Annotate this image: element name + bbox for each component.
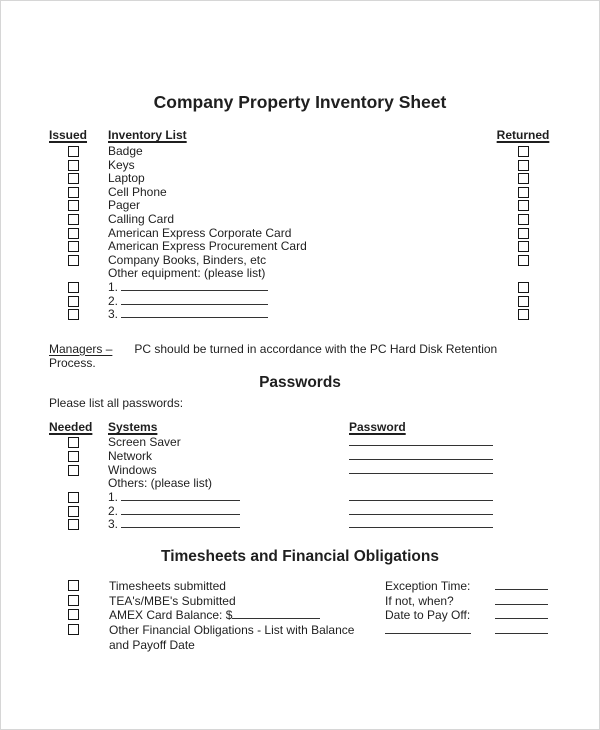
returned-checkbox[interactable] <box>518 200 529 211</box>
password-others-row <box>49 477 551 491</box>
passwords-intro: Please list all passwords: <box>49 395 184 410</box>
column-header-needed: Needed <box>49 420 93 435</box>
password-blank-row <box>49 491 551 505</box>
write-in-line[interactable] <box>121 281 268 291</box>
password-row <box>49 450 551 464</box>
financial-item-label: Timesheets submitted <box>109 579 226 594</box>
column-header-issued: Issued <box>49 128 88 142</box>
write-in-line[interactable] <box>495 609 548 619</box>
financial-item-label: AMEX Card Balance: $ <box>109 608 233 623</box>
inventory-row <box>49 172 551 186</box>
financial-heading: Timesheets and Financial Obligations <box>161 548 439 566</box>
financial-checkbox[interactable] <box>68 595 79 606</box>
write-in-line[interactable] <box>121 505 240 515</box>
write-in-line[interactable] <box>385 624 471 634</box>
financial-right-label: Date to Pay Off: <box>385 608 471 623</box>
needed-checkbox[interactable] <box>68 451 79 462</box>
column-header-password: Password <box>349 420 406 435</box>
password-row <box>49 436 551 450</box>
inventory-row <box>49 240 551 254</box>
write-in-line[interactable] <box>121 518 240 528</box>
system-label: Network <box>108 449 153 463</box>
write-in-line[interactable] <box>121 308 268 318</box>
returned-checkbox[interactable] <box>518 146 529 157</box>
returned-checkbox[interactable] <box>518 214 529 225</box>
write-in-line[interactable] <box>121 491 240 501</box>
financial-checkbox[interactable] <box>68 609 79 620</box>
issued-checkbox[interactable] <box>68 228 79 239</box>
needed-checkbox[interactable] <box>68 492 79 503</box>
issued-checkbox[interactable] <box>68 255 79 266</box>
returned-checkbox[interactable] <box>518 228 529 239</box>
issued-checkbox[interactable] <box>68 241 79 252</box>
financial-item-label: Other Financial Obligations - List with Balance and Payoff Date <box>109 622 355 652</box>
issued-checkbox[interactable] <box>68 214 79 225</box>
financial-right-label: Exception Time: <box>385 579 471 594</box>
inventory-other-row <box>49 267 551 281</box>
inventory-blank-row <box>49 308 551 322</box>
inventory-row <box>49 186 551 200</box>
inventory-item-label: Badge <box>108 144 143 158</box>
financial-right-label: If not, when? <box>385 593 454 608</box>
inventory-item-label: American Express Corporate Card <box>108 225 292 240</box>
write-in-line[interactable] <box>495 580 548 590</box>
write-in-line[interactable] <box>495 624 548 634</box>
issued-checkbox[interactable] <box>68 187 79 198</box>
returned-checkbox[interactable] <box>518 241 529 252</box>
inventory-item-label: American Express Procurement Card <box>108 239 307 254</box>
column-header-returned: Returned <box>496 128 550 142</box>
managers-note-label: Managers – <box>49 341 113 356</box>
issued-checkbox[interactable] <box>68 146 79 157</box>
financial-list <box>49 579 551 652</box>
financial-checkbox[interactable] <box>68 580 79 591</box>
issued-checkbox[interactable] <box>68 200 79 211</box>
password-row <box>49 464 551 478</box>
returned-checkbox[interactable] <box>518 282 529 293</box>
other-equipment-label: Other equipment: (please list) <box>108 266 266 281</box>
inventory-item-label: Pager <box>108 198 141 213</box>
passwords-list <box>49 436 551 532</box>
blank-row-number: 1. <box>108 490 119 505</box>
issued-checkbox[interactable] <box>68 173 79 184</box>
managers-note-text: PC should be turned in accordance with the PC Hard Disk Retention <box>134 341 498 356</box>
needed-checkbox[interactable] <box>68 465 79 476</box>
inventory-header-row <box>49 129 551 144</box>
inventory-item-label: Keys <box>108 157 135 172</box>
password-line[interactable] <box>349 464 493 474</box>
system-label: Windows <box>108 462 157 477</box>
column-header-inventory-list: Inventory List <box>108 128 187 142</box>
financial-row <box>49 594 551 609</box>
financial-checkbox[interactable] <box>68 624 79 635</box>
password-line[interactable] <box>349 450 493 460</box>
inventory-row <box>49 213 551 227</box>
password-blank-row <box>49 505 551 519</box>
blank-row-number: 3. <box>108 517 119 532</box>
inventory-row <box>49 227 551 241</box>
inventory-blank-row <box>49 295 551 309</box>
write-in-line[interactable] <box>121 295 268 305</box>
financial-item-label: TEA's/MBE's Submitted <box>109 593 236 608</box>
inventory-row <box>49 254 551 268</box>
issued-checkbox[interactable] <box>68 296 79 307</box>
inventory-row <box>49 199 551 213</box>
returned-checkbox[interactable] <box>518 187 529 198</box>
financial-row <box>49 579 551 594</box>
inventory-item-label: Calling Card <box>108 211 175 226</box>
returned-checkbox[interactable] <box>518 309 529 320</box>
issued-checkbox[interactable] <box>68 160 79 171</box>
needed-checkbox[interactable] <box>68 437 79 448</box>
blank-row-number: 1. <box>108 279 119 294</box>
inventory-list <box>49 145 551 322</box>
page-title: Company Property Inventory Sheet <box>153 92 447 112</box>
others-label: Others: (please list) <box>108 476 213 491</box>
managers-note <box>49 342 551 370</box>
inventory-row <box>49 159 551 173</box>
column-header-systems: Systems <box>108 420 158 435</box>
system-label: Screen Saver <box>108 435 181 450</box>
financial-row <box>49 623 551 652</box>
passwords-header-row <box>49 421 551 436</box>
password-blank-row <box>49 518 551 532</box>
password-line[interactable] <box>349 505 493 515</box>
returned-checkbox[interactable] <box>518 160 529 171</box>
write-in-line[interactable] <box>495 595 548 605</box>
password-line[interactable] <box>349 491 493 501</box>
needed-checkbox[interactable] <box>68 519 79 530</box>
issued-checkbox[interactable] <box>68 309 79 320</box>
managers-note-text-2: Process. <box>49 355 96 370</box>
amex-balance-line[interactable] <box>232 609 320 619</box>
issued-checkbox[interactable] <box>68 282 79 293</box>
returned-checkbox[interactable] <box>518 296 529 307</box>
blank-row-number: 2. <box>108 503 119 518</box>
inventory-item-label: Laptop <box>108 171 145 186</box>
returned-checkbox[interactable] <box>518 173 529 184</box>
inventory-blank-row <box>49 281 551 295</box>
returned-checkbox[interactable] <box>518 255 529 266</box>
blank-row-number: 3. <box>108 307 119 322</box>
passwords-heading: Passwords <box>259 373 341 391</box>
password-line[interactable] <box>349 436 493 446</box>
blank-row-number: 2. <box>108 293 119 308</box>
financial-row <box>49 608 551 623</box>
needed-checkbox[interactable] <box>68 506 79 517</box>
password-line[interactable] <box>349 518 493 528</box>
inventory-item-label: Cell Phone <box>108 184 167 199</box>
inventory-row <box>49 145 551 159</box>
inventory-item-label: Company Books, Binders, etc <box>108 252 267 267</box>
